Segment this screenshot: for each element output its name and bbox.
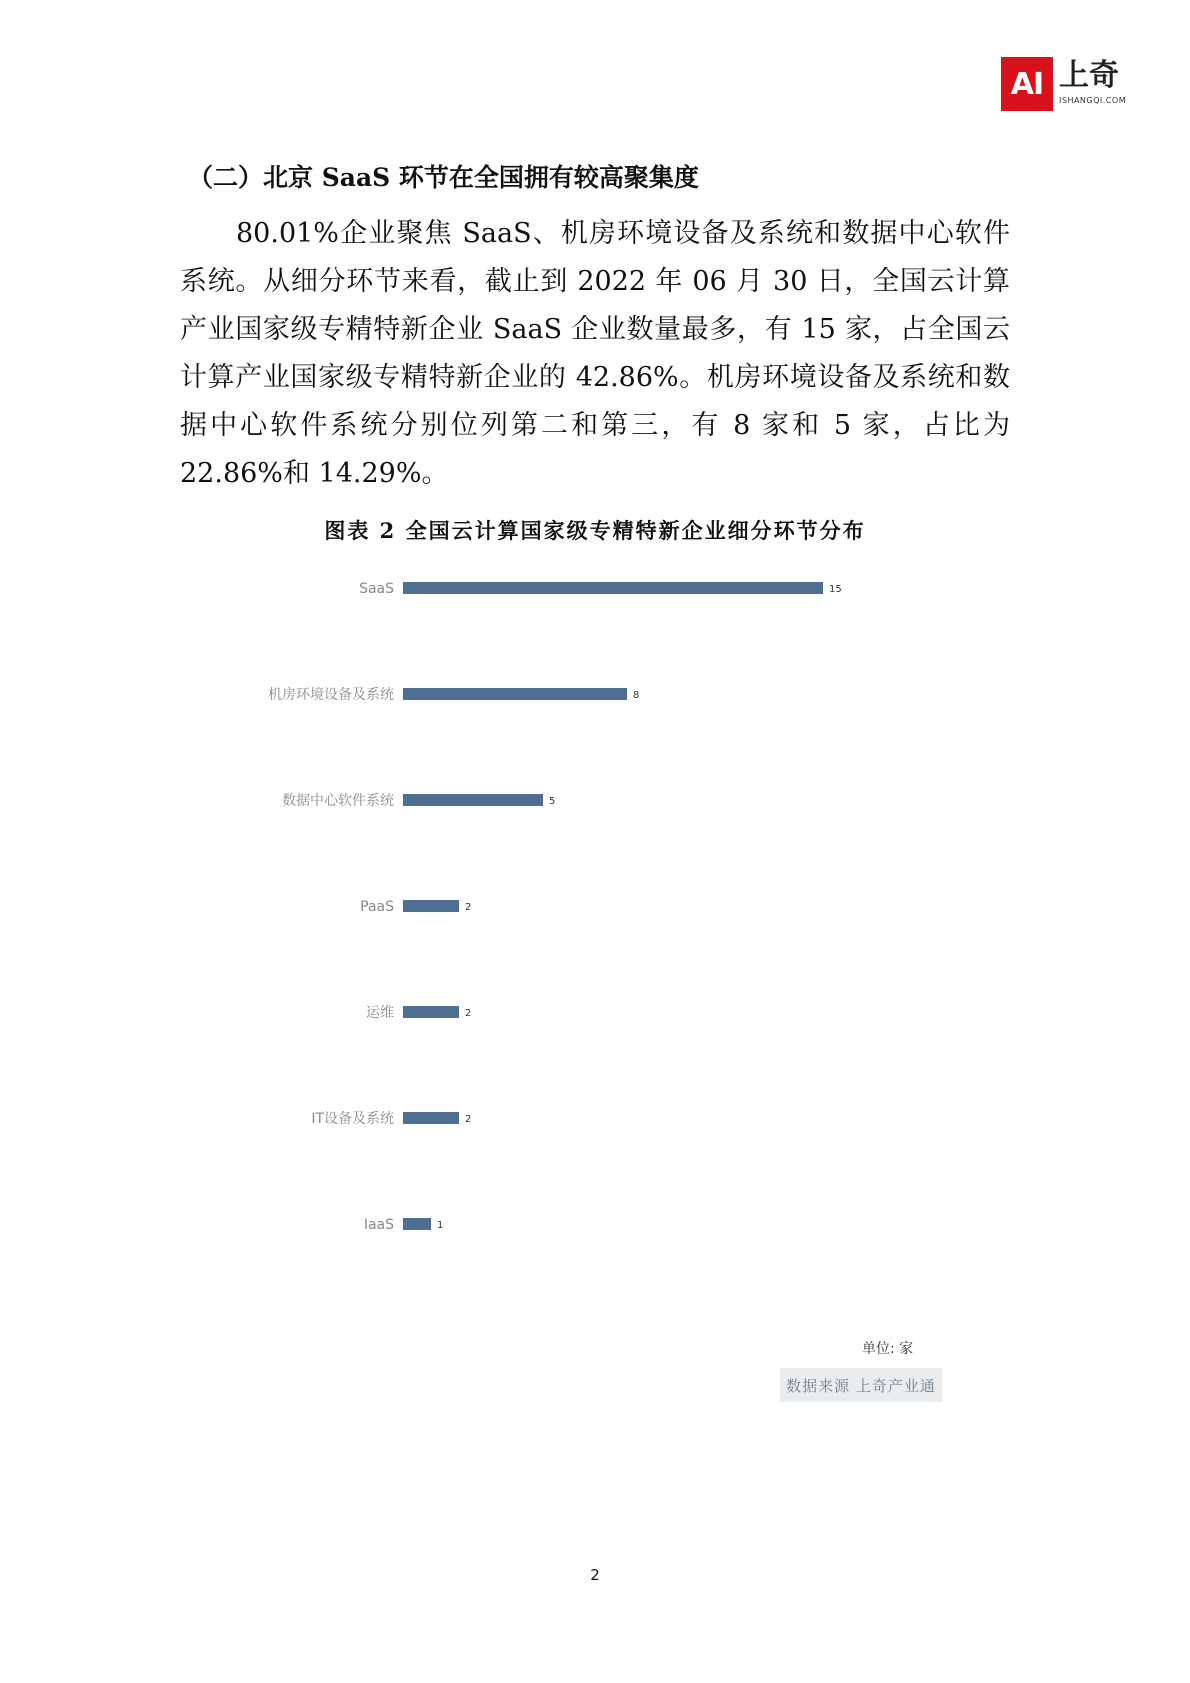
body-paragraph: 80.01%企业聚焦 SaaS、机房环境设备及系统和数据中心软件系统。从细分环节来看，截止到 2022 年 06 月 30 日，全国云计算产业国家级专精特新企业 SaaS 企业数量最多，有 15 家，占全国云计算产业国家级专精特新企业的 42.86%。机房环境设备及系统和数据中心软件系统分别位列第二和第三，有 8 家和 5 家，占比为 22.86%和 14.29%。 bbox=[180, 218, 1010, 489]
value-label: 8 bbox=[633, 690, 640, 701]
value-label: 2 bbox=[465, 1008, 472, 1019]
bar bbox=[403, 900, 459, 912]
bar bbox=[403, 1112, 459, 1124]
category-label: SaaS bbox=[359, 581, 394, 597]
section-heading: （二）北京 SaaS 环节在全国拥有较高聚集度 bbox=[188, 163, 699, 192]
value-label: 1 bbox=[437, 1220, 444, 1231]
figure-title: 图表 2 全国云计算国家级专精特新企业细分环节分布 bbox=[324, 518, 866, 543]
value-label: 2 bbox=[465, 1114, 472, 1125]
data-source-badge: 数据来源 上奇产业通 bbox=[780, 1368, 942, 1402]
bar bbox=[403, 794, 543, 806]
category-label: PaaS bbox=[360, 899, 394, 915]
bar-chart bbox=[240, 580, 960, 1300]
category-label: IaaS bbox=[363, 1217, 394, 1233]
logo-url: ISHANGQI.COM bbox=[1059, 96, 1127, 105]
bar bbox=[403, 688, 627, 700]
category-label: 数据中心软件系统 bbox=[282, 793, 394, 809]
page-number: 2 bbox=[590, 1566, 600, 1584]
logo-name: 上奇 bbox=[1059, 58, 1119, 93]
unit-label: 单位: 家 bbox=[862, 1341, 914, 1357]
value-label: 5 bbox=[549, 796, 556, 807]
category-label: 运维 bbox=[366, 1005, 394, 1021]
value-label: 2 bbox=[465, 902, 472, 913]
logo-mark: AI bbox=[1001, 57, 1053, 111]
bar bbox=[403, 1006, 459, 1018]
category-label: IT设备及系统 bbox=[311, 1111, 394, 1127]
category-label: 机房环境设备及系统 bbox=[268, 687, 394, 703]
bar bbox=[403, 1218, 431, 1230]
bar-chart-svg bbox=[240, 580, 960, 1300]
bar bbox=[403, 582, 823, 594]
value-label: 15 bbox=[829, 584, 842, 595]
company-logo bbox=[1001, 57, 1141, 111]
